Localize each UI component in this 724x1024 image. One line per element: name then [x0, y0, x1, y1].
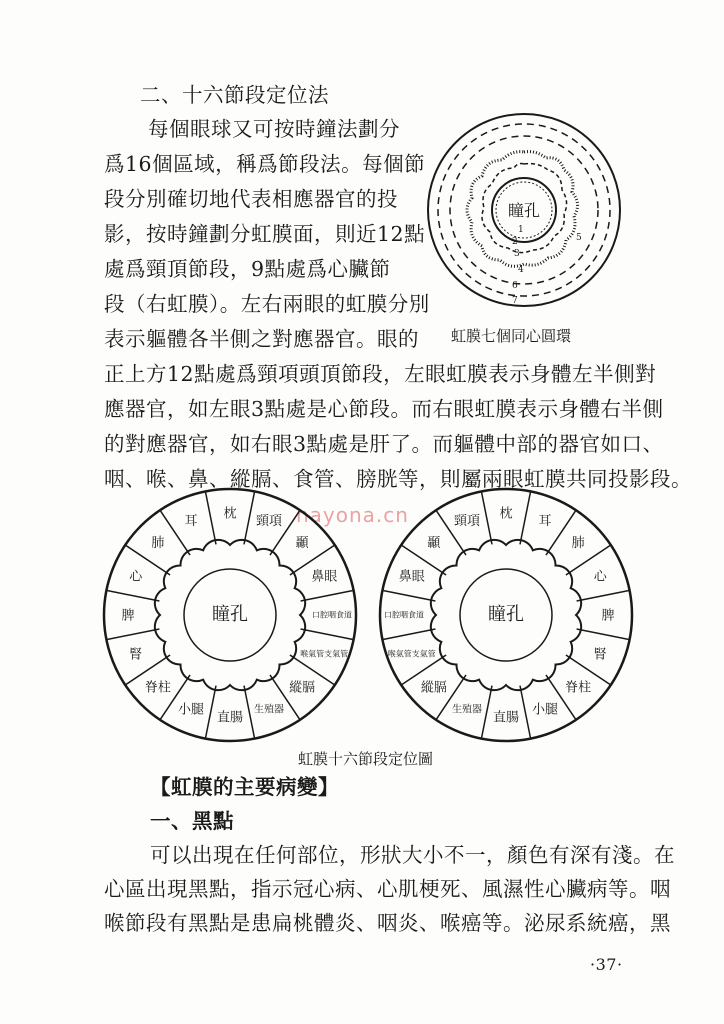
- body-line: 正上方12點處爲頸項頭頂節段，左眼虹膜表示身體左半側對: [104, 362, 657, 386]
- body-line: 影，按時鐘劃分虹膜面，則近12點: [104, 222, 426, 246]
- ring-number: 4: [518, 265, 524, 275]
- segment-label: 脊柱: [144, 680, 171, 696]
- segment-label: 頸項: [453, 514, 481, 530]
- watermark: nayona.cn: [296, 503, 409, 527]
- ring-number: 1: [518, 225, 524, 235]
- body-line: 應器官，如左眼3點處是心節段。而右眼虹膜表示身體右半側: [104, 397, 664, 421]
- body-line: 喉節段有黑點是患扁桃體炎、咽炎、喉癌等。泌尿系統癌，黑: [104, 911, 671, 935]
- body-line: 爲16個區域，稱爲節段法。每個節: [104, 152, 426, 176]
- page-number: ·37·: [590, 955, 623, 974]
- ring-number: 7: [512, 296, 518, 306]
- body-line: 段（右虹膜）。左右兩眼的虹膜分別: [104, 292, 430, 316]
- body-line: 可以出現在任何部位，形狀大小不一，顏色有深有淺。在: [150, 843, 675, 867]
- ring-number: 6: [512, 281, 518, 291]
- segment-label: 腎: [129, 647, 143, 663]
- wheel-divider: [244, 491, 255, 544]
- wheel-divider: [106, 590, 159, 601]
- wheel-divider: [481, 686, 492, 739]
- wheel-divider: [577, 590, 630, 601]
- segment-label: 脊柱: [565, 680, 592, 696]
- segment-label: 腎: [593, 647, 607, 663]
- body-line: 處爲頸頂節段，9點處爲心臟節: [104, 257, 391, 281]
- figure2-caption: 虹膜十六節段定位圖: [298, 750, 434, 768]
- segment-label: 直腸: [492, 710, 520, 726]
- figure1-caption: 虹膜七個同心圓環: [451, 327, 572, 345]
- segment-label: 小腿: [531, 702, 559, 718]
- body-line: 表示軀體各半側之對應器官。眼的: [104, 327, 419, 351]
- segment-label: 口腔咽食道: [312, 610, 352, 620]
- wheel-divider: [106, 629, 159, 640]
- segment-label: 縱膈: [289, 680, 316, 696]
- segment-label: 脾: [121, 608, 135, 624]
- body-line: 心區出現黑點，指示冠心病、心肌梗死、風濕性心臟病等。咽: [104, 877, 671, 901]
- segment-label: 小腿: [177, 702, 205, 718]
- segment-label: 口腔咽食道: [384, 610, 424, 620]
- ring-number: 3: [514, 249, 520, 259]
- wheel-divider: [382, 590, 435, 601]
- wheel-divider: [301, 590, 354, 601]
- wheel-divider: [382, 629, 435, 640]
- segment-label: 鼻眼: [398, 569, 425, 585]
- wheel-divider: [520, 491, 531, 544]
- wheel-divider: [577, 629, 630, 640]
- body-line: 段分別確切地代表相應器官的投: [104, 187, 398, 211]
- right-iris-wheel: [376, 485, 636, 745]
- segment-label: 耳: [184, 514, 198, 530]
- section-subheading: 一、黑點: [150, 809, 234, 833]
- segment-label: 縱膈: [420, 680, 447, 696]
- segment-label: 顳: [295, 536, 309, 552]
- wheel-divider: [301, 629, 354, 640]
- left-pupil-label: 瞳孔: [212, 604, 248, 625]
- segment-label: 鼻眼: [311, 569, 338, 585]
- segment-label: 肺: [151, 536, 165, 552]
- segment-label: 喉氣管支氣管: [387, 649, 436, 659]
- body-line: 的對應器官，如右眼3點處是肝了。而軀體中部的器官如口、: [104, 432, 664, 456]
- ring-number: 2: [512, 237, 518, 247]
- segment-label: 生殖器: [452, 704, 482, 716]
- segment-label: 脾: [601, 608, 615, 624]
- section-heading: 【虹膜的主要病變】: [150, 775, 339, 799]
- segment-label: 直腸: [216, 710, 244, 726]
- segment-label: 心: [593, 569, 607, 585]
- section-title: 二、十六節段定位法: [140, 83, 329, 107]
- wheel-divider: [244, 686, 255, 739]
- ring-number: 5: [576, 233, 582, 243]
- right-pupil-label: 瞳孔: [488, 604, 524, 625]
- segment-label: 生殖器: [254, 704, 284, 716]
- segment-label: 頸項: [255, 514, 283, 530]
- segment-label: 顳: [427, 536, 441, 552]
- segment-label: 喉氣管支氣管: [300, 649, 349, 659]
- body-line: 咽、喉、鼻、縱膈、食管、膀胱等，則屬兩眼虹膜共同投影段。: [104, 467, 692, 491]
- left-iris-wheel: [100, 485, 360, 745]
- wheel-divider: [205, 686, 216, 739]
- segment-label: 枕: [499, 506, 513, 522]
- segment-label: 心: [129, 569, 143, 585]
- concentric-rings-figure: [424, 100, 624, 320]
- segment-label: 耳: [538, 514, 552, 530]
- pupil-label: 瞳孔: [507, 201, 541, 220]
- wheel-divider: [520, 686, 531, 739]
- segment-label: 枕: [223, 506, 237, 522]
- wheel-divider: [205, 491, 216, 544]
- wheel-divider: [481, 491, 492, 544]
- segment-label: 肺: [571, 536, 585, 552]
- body-line: 每個眼球又可按時鐘法劃分: [148, 117, 400, 141]
